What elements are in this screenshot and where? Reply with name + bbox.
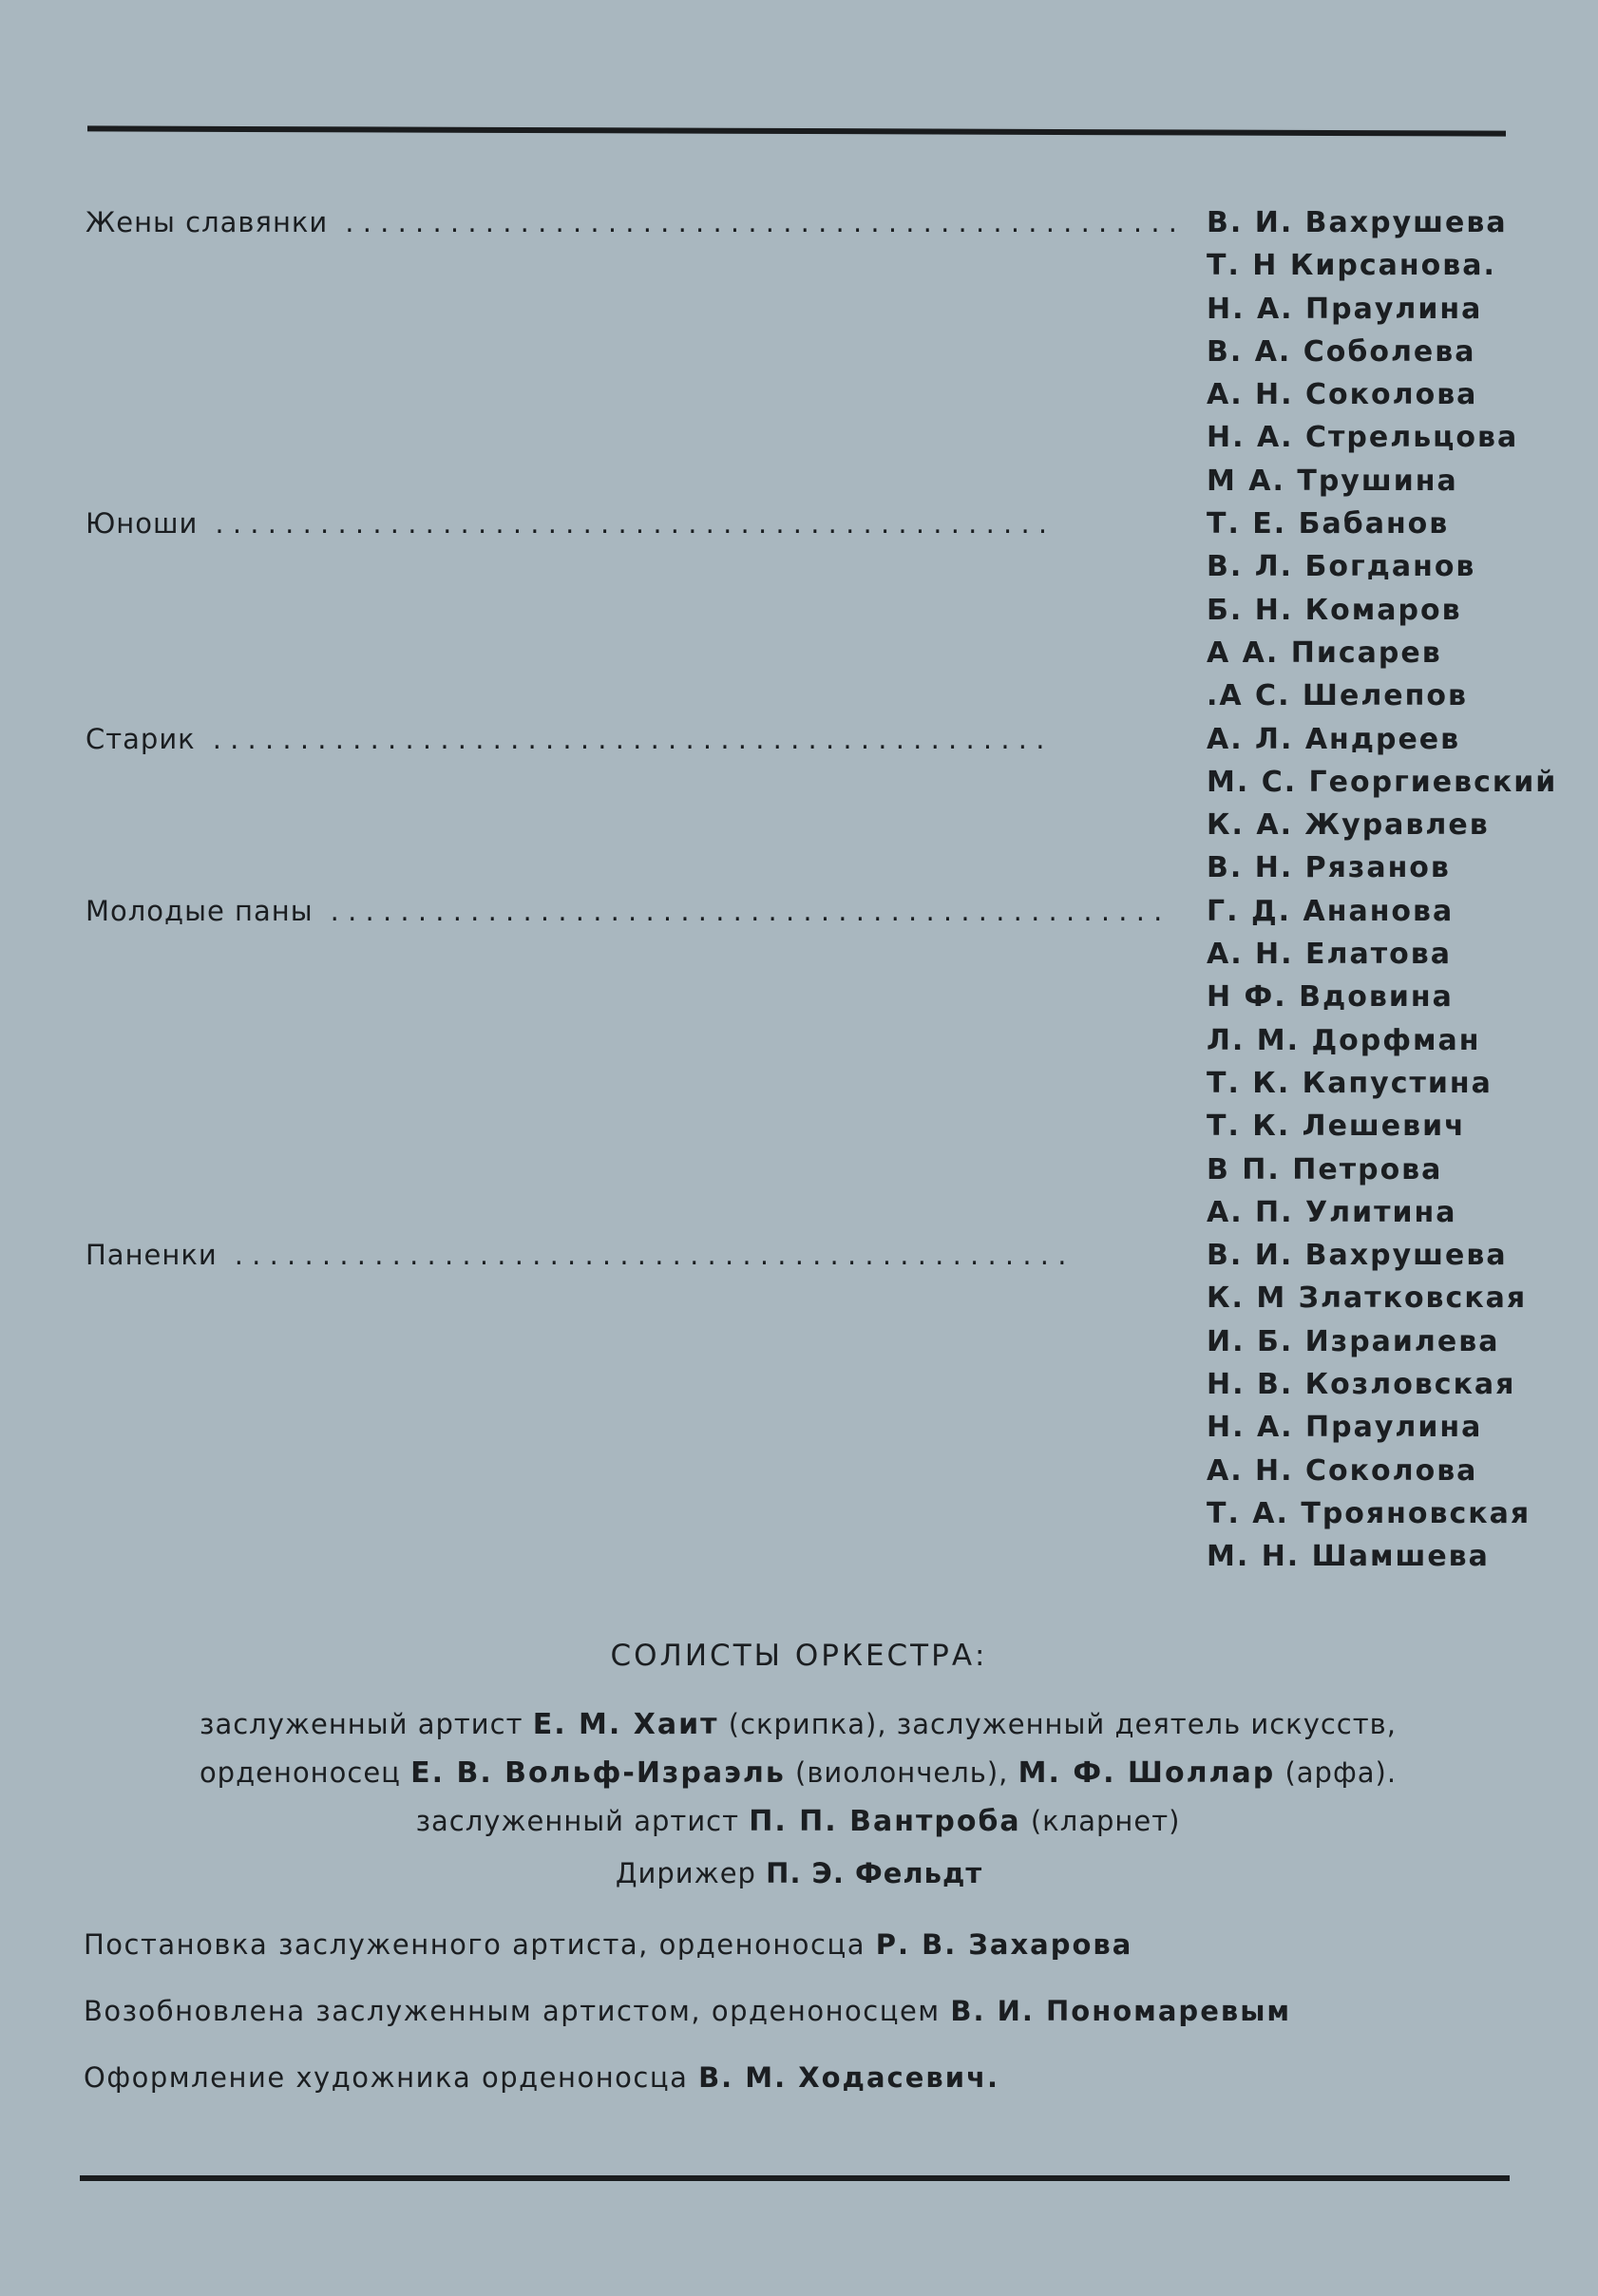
cast-row <box>86 1105 1530 1148</box>
soloist-title: заслуженный артист <box>415 1805 740 1837</box>
cast-row <box>86 503 1530 545</box>
cast-row <box>86 416 1530 459</box>
soloist-name: М. Ф. Шоллар <box>1018 1756 1276 1790</box>
cast-row <box>86 331 1530 373</box>
cast-name: Т. К. Лешевич <box>1207 1110 1466 1144</box>
cast-name: А А. Писарев <box>1207 636 1442 670</box>
cast-row <box>86 1406 1530 1449</box>
cast-name: Т. А. Трояновская <box>1207 1496 1531 1530</box>
cast-row <box>86 1019 1530 1062</box>
cast-name: А. П. Улитина <box>1207 1195 1457 1229</box>
cast-row <box>86 589 1530 632</box>
soloist-instrument: (виолончель), <box>795 1756 1009 1789</box>
cast-name: А. Н. Елатова <box>1207 938 1452 972</box>
cast-row <box>86 976 1530 1018</box>
leader-dots: . . . . . . . . . . . . . . . . . . . . . . . . . . . . . . . . . . . . . . . . . . . . . . . . <box>215 507 1048 541</box>
cast-name: .А С. Шелепов <box>1207 679 1468 713</box>
cast-row <box>86 1062 1530 1105</box>
conductor-line <box>0 1857 1598 1889</box>
cast-name: А. Н. Соколова <box>1207 378 1478 412</box>
cast-name: Б. Н. Комаров <box>1207 593 1462 627</box>
cast-name: Л. М. Дорфман <box>1207 1023 1481 1057</box>
cast-row <box>86 288 1530 331</box>
cast-name: М. Н. Шамшева <box>1207 1540 1490 1574</box>
cast-row <box>86 460 1530 503</box>
cast-name: В. А. Соболева <box>1207 334 1476 369</box>
leader-dots: . . . . . . . . . . . . . . . . . . . . . . . . . . . . . . . . . . . . . . . . . . . . . . . . <box>345 206 1178 238</box>
cast-row <box>86 632 1530 674</box>
cast-name: А. Н. Соколова <box>1207 1453 1478 1488</box>
conductor-name: П. Э. Фельдт <box>766 1857 983 1889</box>
soloists-heading: СОЛИСТЫ ОРКЕСТРА: <box>610 1639 988 1673</box>
cast-row <box>86 545 1530 588</box>
revival-credit <box>84 1995 1291 2027</box>
cast-row <box>86 890 1530 933</box>
credit-text: Возобновлена заслуженным артистом, орденоносцем <box>84 1995 941 2027</box>
soloist-name: Е. В. Вольф-Израэль <box>410 1756 786 1790</box>
soloist-title: орденоносец <box>199 1756 401 1789</box>
cast-name: К. А. Журавлев <box>1207 808 1490 843</box>
cast-name: А. Л. Андреев <box>1207 722 1461 756</box>
conductor-label: Дирижер <box>615 1857 756 1889</box>
cast-row <box>86 1363 1530 1406</box>
cast-row <box>86 804 1530 846</box>
cast-row <box>86 373 1530 416</box>
cast-role: Молодые паны <box>86 894 314 927</box>
cast-name: В. Н. Рязанов <box>1207 851 1451 885</box>
soloist-instrument: (скрипка), заслуженный деятель искусств, <box>728 1708 1397 1740</box>
cast-name: В. Л. Богданов <box>1207 550 1476 584</box>
cast-name: Н. В. Козловская <box>1207 1368 1516 1402</box>
cast-row <box>86 1191 1530 1234</box>
soloist-title: заслуженный артист <box>200 1708 523 1740</box>
cast-name: Н. А. Праулина <box>1207 1411 1483 1445</box>
cast-name: Т. Н Кирсанова. <box>1207 249 1496 283</box>
cast-name: И. Б. Израилева <box>1207 1324 1500 1358</box>
cast-name: К. М Златковская <box>1207 1281 1528 1316</box>
credit-text: Оформление художника орденоносца <box>84 2061 689 2094</box>
cast-row <box>86 244 1530 287</box>
top-rule <box>87 125 1506 136</box>
cast-row <box>86 674 1530 717</box>
cast-name: Н. А. Праулина <box>1207 292 1483 326</box>
cast-row <box>86 1234 1530 1277</box>
cast-name: М А. Трушина <box>1207 464 1458 498</box>
cast-role: Жены славянки <box>86 206 329 238</box>
soloist-instrument: (кларнет) <box>1030 1805 1181 1837</box>
credit-name: В. М. Ходасевич. <box>698 2061 999 2094</box>
cast-row <box>86 846 1530 889</box>
soloist-name: П. П. Вантроба <box>749 1805 1021 1838</box>
cast-row <box>86 1450 1530 1492</box>
cast-row <box>86 933 1530 976</box>
cast-row <box>86 1277 1530 1319</box>
cast-role: Старик <box>86 722 196 755</box>
cast-role: Паненки <box>86 1239 218 1272</box>
cast-name: В П. Петрова <box>1207 1152 1443 1186</box>
leader-dots: . . . . . . . . . . . . . . . . . . . . . . . . . . . . . . . . . . . . . . . . . . . . . . . . <box>234 1239 1067 1272</box>
cast-role: Юноши <box>86 507 199 541</box>
credit-name: В. И. Пономаревым <box>950 1995 1292 2027</box>
soloist-instrument: (арфа). <box>1284 1756 1398 1789</box>
cast-row <box>86 718 1530 761</box>
cast-name: М. С. Георгиевский <box>1207 765 1558 799</box>
design-credit <box>84 2061 999 2094</box>
soloists-line-3 <box>133 1797 1463 1846</box>
cast-row <box>86 201 1530 244</box>
credit-name: Р. В. Захарова <box>875 1928 1133 1961</box>
cast-list <box>86 201 1558 1579</box>
cast-name: Т. К. Капустина <box>1207 1066 1493 1100</box>
credit-text: Постановка заслуженного артиста, орденоносца <box>84 1928 866 1961</box>
cast-name: Н Ф. Вдовина <box>1207 980 1454 1015</box>
soloists-line-2 <box>133 1749 1463 1797</box>
bottom-rule <box>80 2175 1510 2181</box>
cast-row <box>86 1535 1530 1578</box>
soloists-text <box>133 1700 1463 1846</box>
cast-name: Г. Д. Ананова <box>1207 894 1455 928</box>
cast-row <box>86 1148 1530 1191</box>
cast-name: В. И. Вахрушева <box>1207 206 1508 239</box>
cast-name: Т. Е. Бабанов <box>1207 507 1450 541</box>
leader-dots: . . . . . . . . . . . . . . . . . . . . . . . . . . . . . . . . . . . . . . . . . . . . . . . . <box>330 894 1163 927</box>
leader-dots: . . . . . . . . . . . . . . . . . . . . . . . . . . . . . . . . . . . . . . . . . . . . . . . . <box>212 722 1045 755</box>
cast-row <box>86 1320 1530 1363</box>
soloists-line-1 <box>133 1700 1463 1749</box>
cast-name: В. И. Вахрушева <box>1207 1239 1508 1273</box>
cast-row <box>86 1492 1530 1535</box>
cast-row <box>86 761 1558 804</box>
staging-credit <box>84 1928 1132 1961</box>
cast-name: Н. А. Стрельцова <box>1207 421 1519 455</box>
soloist-name: Е. М. Хаит <box>532 1708 719 1741</box>
